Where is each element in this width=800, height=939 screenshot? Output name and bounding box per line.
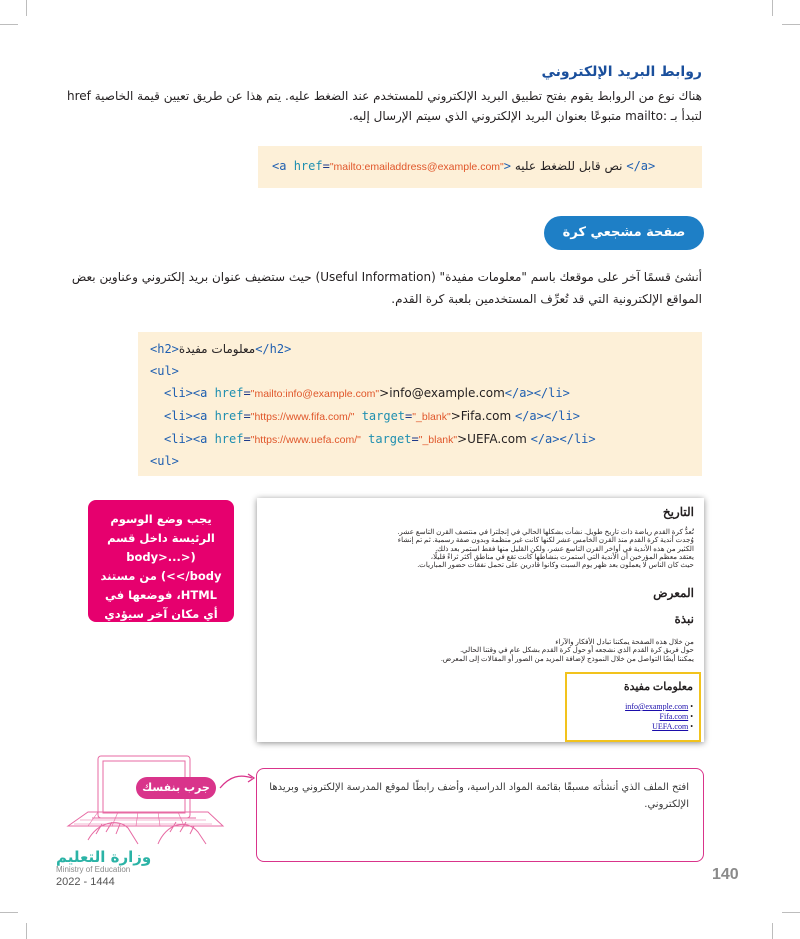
- trim-mark: [0, 24, 18, 25]
- try-yourself-tag: جرب بنفسك: [136, 777, 216, 799]
- preview-line: تُعدُّ كرة القدم رياضة ذات تاريخ طويل. نشأت بشكلها الحالي في إنجلترا في منتصف القرن التاسع عشر.: [397, 528, 694, 536]
- preview-link-item: UEFA.com •: [652, 722, 693, 731]
- try-line-2: الإلكتروني.: [644, 799, 689, 810]
- code-text: >Fifa.com: [450, 409, 515, 423]
- code-line-2: [150, 364, 179, 378]
- code-tag: <li><a: [164, 409, 215, 423]
- preview-history-title: التاريخ: [662, 505, 694, 519]
- try-line-1: افتح الملف الذي أنشأته مسبقًا بقائمة المواد الدراسية، وأضف رابطًا لموقع المدرسة الإلكتروني وبريدها: [269, 782, 689, 793]
- code-value: "_blank": [418, 434, 458, 446]
- code-tag: </h2>: [255, 342, 292, 356]
- section-title: روابط البريد الإلكتروني: [541, 64, 702, 80]
- keyboard-hands-illustration: [58, 748, 228, 863]
- page-number: 140: [712, 866, 739, 883]
- code-text: معلومات مفيدة: [178, 342, 256, 356]
- code-attr: target: [361, 409, 406, 423]
- trim-mark: [772, 0, 773, 16]
- intro-line-1: هناك نوع من الروابط يقوم بفتح تطبيق البريد الإلكتروني للمستخدم عند الضغط عليه. يتم هذا عن طريق تعيين قيمة الخاصية href: [67, 89, 702, 103]
- activity-line-2: المواقع الإلكترونية التي قد تُعرِّف المستخدمين بلعبة كرة القدم.: [391, 292, 702, 306]
- try-yourself-text: [269, 779, 689, 813]
- preview-link-item: info@example.com •: [625, 702, 693, 711]
- uefa-link[interactable]: UEFA.com: [652, 722, 689, 731]
- preview-about-title: نبذة: [674, 612, 694, 626]
- code-line-5: <li><a href="https://www.uefa.com/" target="_blank">UEFA.com </a></li>: [164, 432, 596, 446]
- code-tag: </a></li>: [514, 409, 580, 423]
- code-attr: href: [214, 386, 244, 400]
- fifa-link[interactable]: Fifa.com: [659, 712, 689, 721]
- code-attr: target: [368, 432, 412, 446]
- tip-box: [88, 500, 234, 640]
- trim-mark: [26, 0, 27, 16]
- tip-text: يجب وضع الوسوم الرئيسة داخل قسم (<body>...</body>) من مستند HTML، فوضعها في أي مكان آخر سيؤدي إلى ظهور أخطاء.: [100, 512, 222, 640]
- preview-line: حول فريق كرة القدم الذي نشجعه أو حول كرة القدم بشكل عام في وقتنا الحالي.: [460, 646, 694, 655]
- code-tag: >: [503, 159, 511, 173]
- preview-line: يعتقد معظم المؤرخين أن الأندية التي استمرت بنشاطها كانت تقع في مناطق أكثر ثراءً قليلًا،: [430, 552, 694, 561]
- mailto-code-line: [272, 159, 655, 173]
- trim-mark: [0, 912, 18, 913]
- preview-gallery-title: المعرض: [653, 586, 694, 600]
- code-value: "mailto:emailaddress@example.com": [329, 161, 504, 173]
- try-yourself-box: [256, 768, 704, 862]
- ministry-logo-ar: وزارة التعليم: [56, 848, 152, 866]
- code-line-1: [150, 342, 291, 356]
- preview-line: يمكننا أيضًا التواصل من خلال النموذج لإضافة المزيد من الصور أو المقالات إلى المعرض.: [440, 654, 694, 663]
- preview-links-list: [625, 702, 693, 732]
- code-tag: <li><a: [164, 386, 215, 400]
- code-text: >info@example.com: [379, 386, 505, 400]
- code-tag: <a: [272, 159, 294, 173]
- preview-line: من خلال هذه الصفحة يمكننا تبادل الأفكار والآراء: [555, 638, 694, 646]
- mailto-code-box: [258, 146, 702, 188]
- trim-mark: [782, 912, 800, 913]
- ministry-logo-en: Ministry of Education: [56, 865, 131, 874]
- trim-mark: [26, 923, 27, 939]
- preview-line: وُجدت أندية كرة القدم منذ القرن الخامس عشر لكنها كانت غير منظمة وبدون صفة رسمية. ثم تم إنشاء: [397, 536, 694, 545]
- code-tag: </a>: [626, 159, 656, 173]
- useful-info-highlight: [565, 672, 701, 742]
- code-tag: <li><a: [164, 432, 215, 446]
- code-eq: =: [322, 159, 330, 173]
- code-tag: </a></li>: [504, 386, 570, 400]
- code-value: "_blank": [412, 411, 451, 423]
- year-label: 2022 - 1444: [56, 876, 115, 888]
- code-attr: href: [214, 409, 244, 423]
- code-text: نص قابل للضغط عليه: [511, 159, 627, 173]
- preview-line: الكثير من هذه الأندية في أواخر القرن التاسع عشر، ولكن القليل منها فقط استمر بعد ذلك.: [435, 544, 694, 553]
- preview-history-text: [274, 528, 694, 569]
- email-link[interactable]: info@example.com: [625, 702, 689, 711]
- code-tag: </a></li>: [530, 432, 596, 446]
- arrow-icon: [218, 770, 258, 792]
- code-line-4: <li><a href="https://www.fifa.com/" target="_blank">Fifa.com </a></li>: [164, 409, 580, 423]
- preview-useful-title: معلومات مفيدة: [623, 681, 693, 693]
- activity-line-1: أنشئ قسمًا آخر على موقعك باسم "معلومات مفيدة" (Useful Information) حيث ستضيف عنوان بريد إلكتروني وعناوين بعض: [71, 270, 702, 284]
- code-value: "mailto:info@example.com": [250, 388, 380, 400]
- code-tag: <h2>: [150, 342, 179, 356]
- intro-line-2: لتبدأ بـ :mailto متبوعًا بعنوان البريد الإلكتروني الذي سيتم الإرسال إليه.: [348, 109, 702, 123]
- trim-mark: [772, 923, 773, 939]
- code-text: >UEFA.com: [457, 432, 531, 446]
- code-tag: <ul>: [150, 454, 179, 468]
- preview-about-text: [274, 638, 694, 663]
- trim-mark: [782, 24, 800, 25]
- preview-line: حيث كان الناس لا يعملون بعد ظهر يوم السبت وكانوا قادرين على تحمل نفقات حضور المباريات.: [417, 561, 694, 570]
- code-tag: <ul>: [150, 364, 179, 378]
- code-attr: href: [214, 432, 244, 446]
- code-line-3: <li><a href="mailto:info@example.com">info@example.com</a></li>: [164, 386, 570, 400]
- html-code-box: [138, 332, 702, 476]
- code-attr: href: [293, 159, 323, 173]
- code-value: "https://www.fifa.com/": [250, 411, 355, 423]
- code-line-6: [150, 454, 179, 468]
- activity-pill: صفحة مشجعي كرة القدم: [544, 216, 704, 250]
- preview-link-item: Fifa.com •: [659, 712, 693, 721]
- browser-preview: [257, 498, 704, 742]
- code-value: "https://www.uefa.com/": [250, 434, 361, 446]
